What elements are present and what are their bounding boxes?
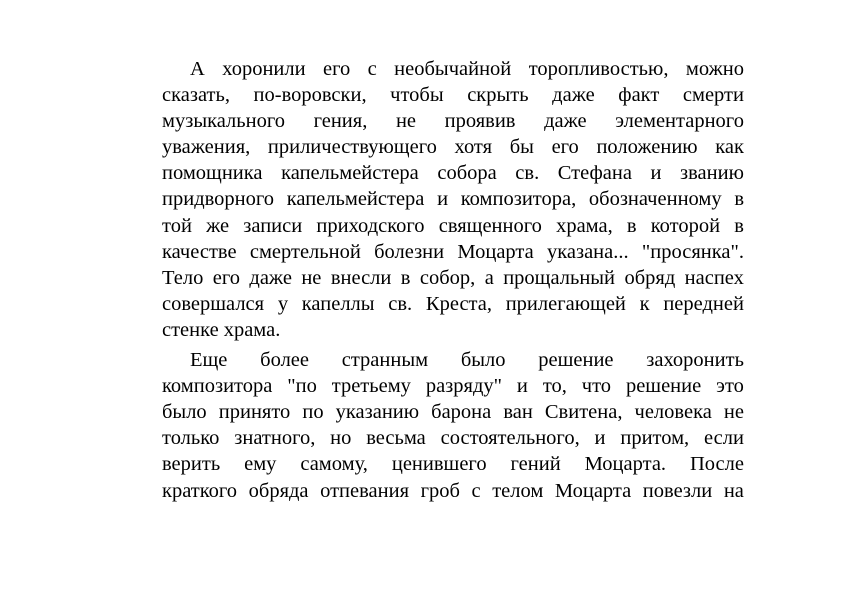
text-line: краткого обряда отпевания гроб с телом Моцарта повезли на <box>162 479 744 502</box>
text-line: А хоронили его с необычайной торопливостью, можно <box>190 58 744 80</box>
document-text <box>162 56 744 504</box>
paragraph-2 <box>162 347 744 504</box>
paragraph-1 <box>162 56 744 343</box>
text-line: придворного капельмейстера и композитора, обозначенному в <box>162 188 744 211</box>
text-line: совершался у капеллы св. Креста, прилегающей к передней <box>162 292 744 315</box>
text-line: только знатного, но весьма состоятельного, и притом, если <box>162 427 744 450</box>
text-line: музыкального гения, не проявив даже элементарного <box>162 110 744 133</box>
text-line: сказать, по-воровски, чтобы скрыть даже факт смерти <box>162 84 744 107</box>
text-line: уважения, приличествующего хотя бы его положению как <box>162 136 744 159</box>
text-line: той же записи приходского священного храма, в которой в <box>162 214 744 237</box>
text-line: стенке храма. <box>162 318 281 341</box>
text-line: качестве смертельной болезни Моцарта указана... "просянка". <box>162 240 744 263</box>
text-line: Тело его даже не внесли в собор, а прощальный обряд наспех <box>162 266 744 289</box>
text-line: было принято по указанию барона ван Свитена, человека не <box>162 401 744 424</box>
text-line: Еще более странным было решение захоронить <box>190 349 744 372</box>
text-line: верить ему самому, ценившего гений Моцарта. После <box>162 453 744 476</box>
text-line: композитора "по третьему разряду" и то, что решение это <box>162 375 744 398</box>
text-line: помощника капельмейстера собора св. Стефана и званию <box>162 162 744 185</box>
